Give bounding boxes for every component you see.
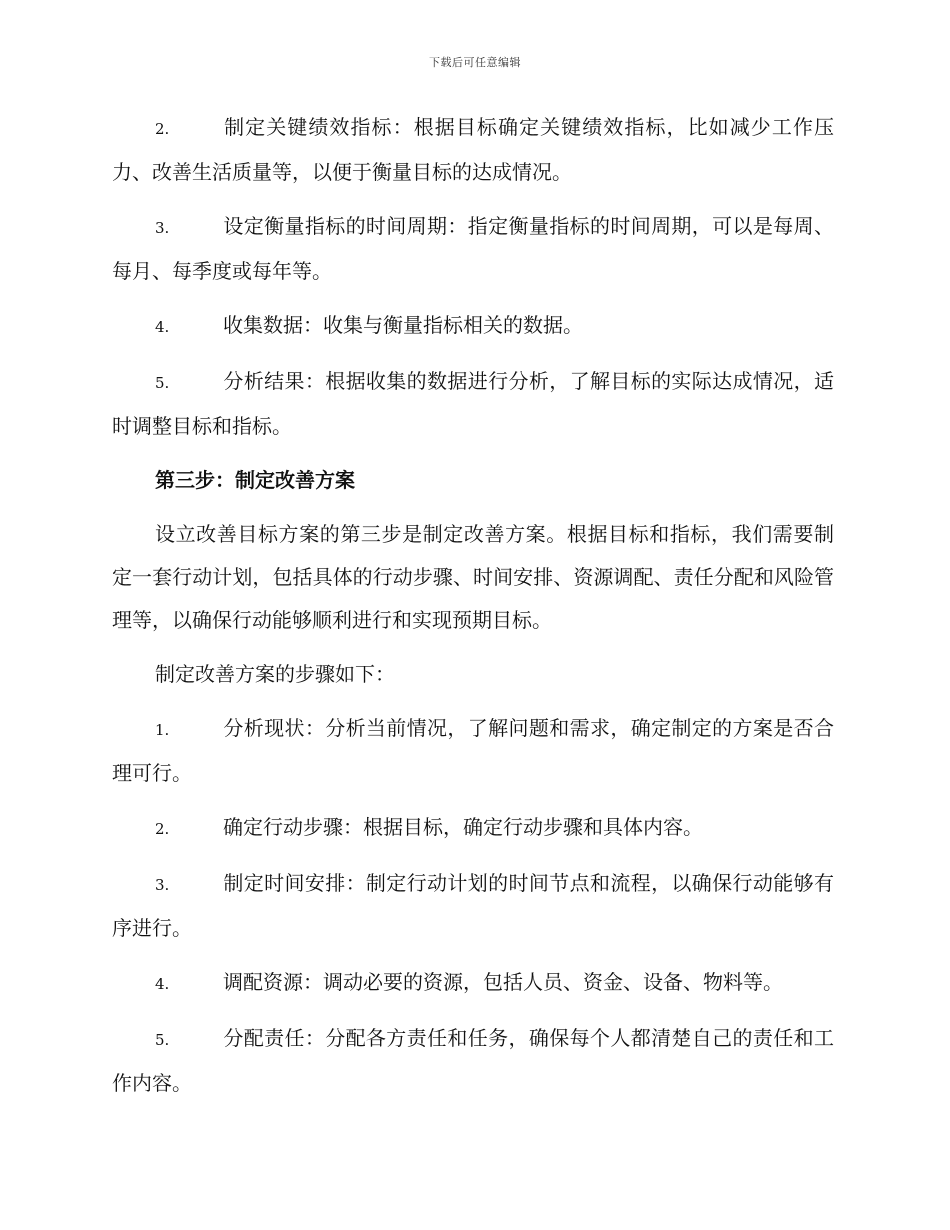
list-item-text: 确定行动步骤：根据目标，确定行动步骤和具体内容。 xyxy=(223,815,703,839)
list-item-text: 调配资源：调动必要的资源，包括人员、资金、设备、物料等。 xyxy=(223,970,783,994)
list-item-number: 4. xyxy=(155,975,170,993)
document-body xyxy=(112,106,834,1116)
list-item-number: 3. xyxy=(155,219,170,237)
list-item xyxy=(112,806,834,851)
list-item xyxy=(112,205,834,293)
list-item xyxy=(112,1017,834,1105)
section-heading: 第三步：制定改善方案 xyxy=(155,468,355,492)
list-item-text: 分配责任：分配各方责任和任务，确保每个人都清楚自己的责任和工作内容。 xyxy=(112,1026,834,1095)
list-item xyxy=(112,862,834,950)
list-item-text: 分析结果：根据收集的数据进行分析，了解目标的实际达成情况，适时调整目标和指标。 xyxy=(112,369,834,438)
list-item-text: 制定关键绩效指标：根据目标确定关键绩效指标，比如减少工作压力、改善生活质量等，以便于衡量目标的达成情况。 xyxy=(112,115,834,184)
list-item xyxy=(112,360,834,448)
page-header: 下载后可任意编辑 xyxy=(429,56,521,69)
list-item-number: 5. xyxy=(155,374,170,392)
list-item-number: 2. xyxy=(155,820,170,838)
list-item xyxy=(112,961,834,1006)
list-item-number: 3. xyxy=(155,876,170,894)
list-item-text: 收集数据：收集与衡量指标相关的数据。 xyxy=(223,313,583,337)
section-intro-paragraph: 设立改善目标方案的第三步是制定改善方案。根据目标和指标，我们需要制定一套行动计划，包括具体的行动步骤、时间安排、资源调配、责任分配和风险管理等，以确保行动能够顺利进行和实现预期目标。 xyxy=(112,522,834,632)
list-item-number: 1. xyxy=(155,721,170,739)
list-item xyxy=(112,106,834,194)
list-item-text: 分析现状：分析当前情况，了解问题和需求，确定制定的方案是否合理可行。 xyxy=(112,716,834,785)
list-item-text: 设定衡量指标的时间周期：指定衡量指标的时间周期，可以是每周、每月、每季度或每年等。 xyxy=(112,214,834,283)
list-item-number: 4. xyxy=(155,318,170,336)
list-item xyxy=(112,304,834,349)
list-item-number: 2. xyxy=(155,120,170,138)
steps-lead-paragraph: 制定改善方案的步骤如下： xyxy=(155,662,395,686)
list-item-number: 5. xyxy=(155,1031,170,1049)
list-item xyxy=(112,707,834,795)
list-item-text: 制定时间安排：制定行动计划的时间节点和流程，以确保行动能够有序进行。 xyxy=(112,871,834,940)
